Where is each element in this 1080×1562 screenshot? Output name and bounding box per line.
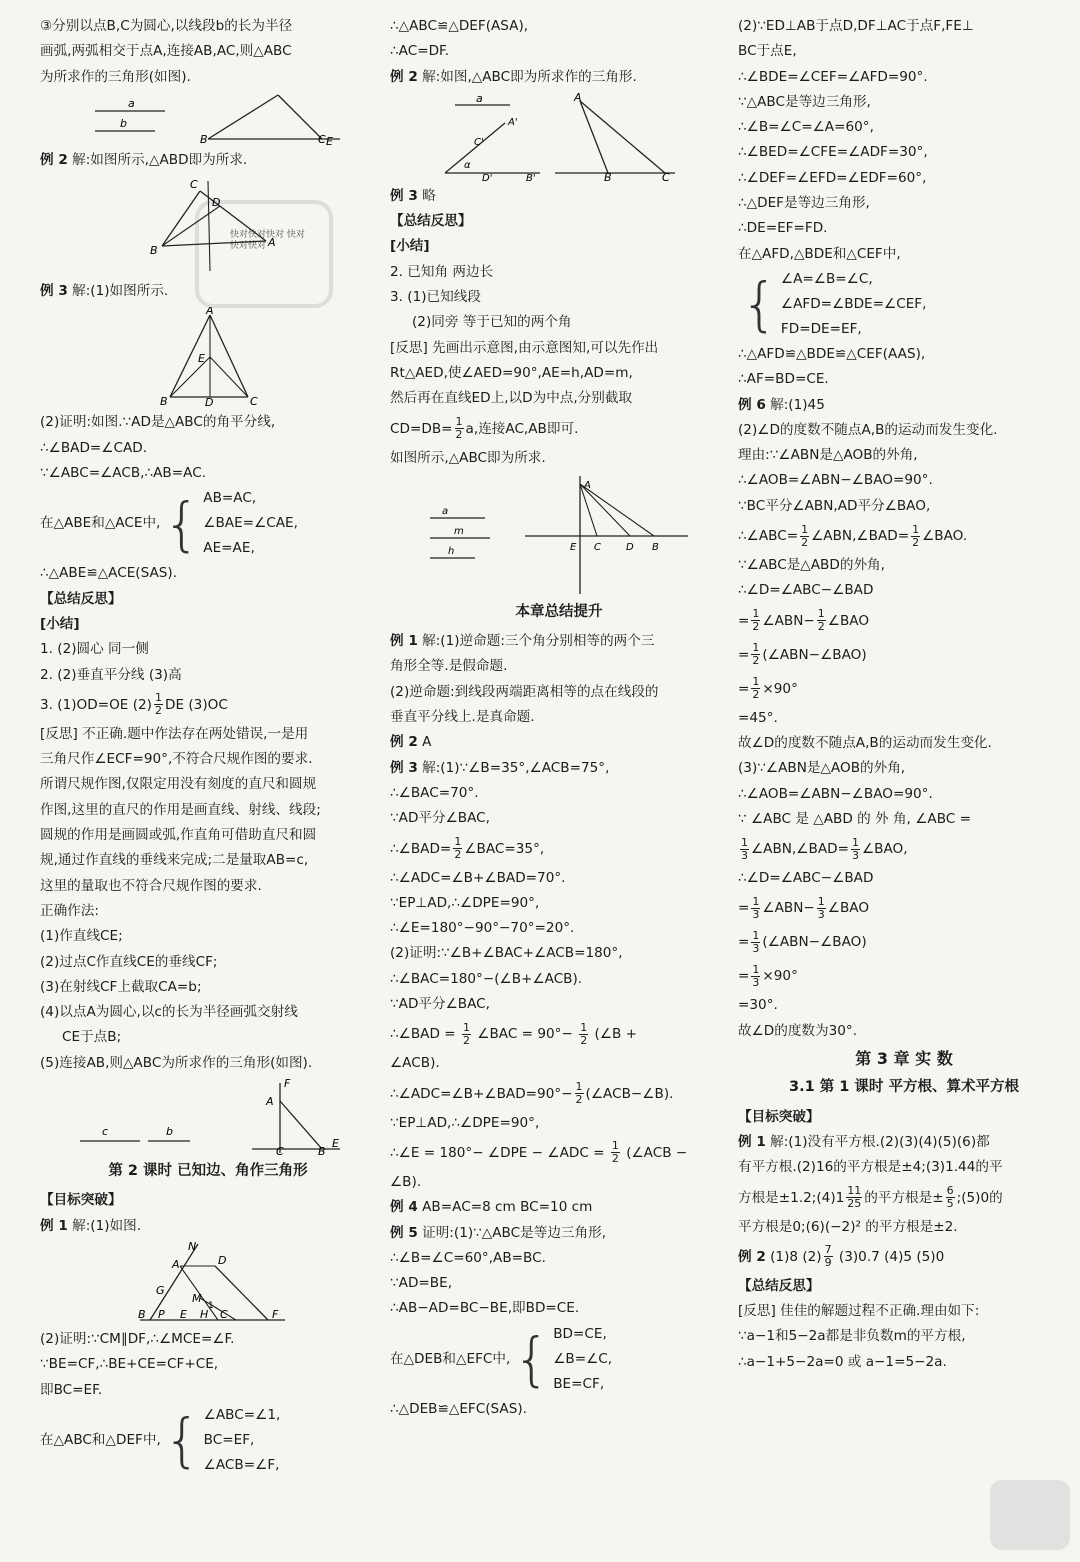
example-label: 例 3	[390, 759, 418, 776]
label-D: D	[218, 1253, 227, 1267]
text-line: (2)过点C作直线CE的垂线CF;	[40, 953, 218, 970]
text-line: 垂直平分线上.是真命题.	[390, 709, 535, 726]
fraction: $\frac{1}{2}$	[801, 522, 809, 549]
section-heading: 【总结反思】	[40, 590, 122, 607]
system-line: BE=CF,	[553, 1375, 605, 1392]
text-line: ∠B).	[390, 1173, 422, 1190]
text-line: 2. (2)垂直平分线 (3)高	[40, 666, 182, 683]
label-D: D	[205, 396, 214, 408]
text-line: ∴∠AOB=∠ABN−∠BAO=90°.	[738, 472, 933, 489]
text-span: DE (3)OC	[164, 696, 228, 713]
label-A: A	[584, 479, 591, 491]
section-heading: 【目标突破】	[738, 1108, 820, 1125]
label-C: C	[662, 170, 670, 181]
text-line: ∵ ∠ABC 是 △ABD 的 外 角, ∠ABC =	[738, 810, 971, 827]
subheading: [小结]	[390, 238, 430, 255]
text-span: ∴∠BAD=	[390, 840, 452, 857]
label-E: E	[570, 541, 577, 553]
text-span: ∠BAC = 90°−	[472, 1026, 578, 1043]
brace: {	[163, 1406, 201, 1475]
label-C: C	[190, 178, 198, 192]
text-span: ∠ABN,∠BAD=	[811, 528, 910, 545]
text-span: ×90°	[762, 968, 798, 985]
text-span: ∴∠E = 180°− ∠DPE − ∠ADC =	[390, 1144, 609, 1161]
fraction: $\frac{1}{3}$	[851, 835, 859, 862]
label-Dprime: D'	[482, 172, 493, 181]
figure-height-construction	[390, 474, 720, 596]
fraction: $\frac{11}{25}$	[847, 1184, 862, 1210]
section-heading: 【总结反思】	[390, 213, 472, 230]
label-C: C	[220, 1307, 228, 1321]
label-E: E	[180, 1307, 187, 1321]
text-line: ∵△ABC是等边三角形,	[738, 93, 871, 110]
text-line: (2)证明:∵CM∥DF,∴∠MCE=∠F.	[40, 1330, 235, 1347]
text-line: 三角尺作∠ECF=90°,不符合尺规作图的要求.	[40, 751, 313, 768]
text-span: (1)8 (2)	[770, 1248, 822, 1265]
system-line: AB=AC,	[203, 490, 257, 507]
equation-system	[738, 267, 1070, 342]
text-line: ∴△ABC≌△DEF(ASA),	[390, 18, 529, 34]
corner-watermark	[990, 1480, 1070, 1550]
equation-system	[40, 1403, 376, 1478]
text-line: BC于点E,	[738, 43, 797, 60]
fraction: $\frac{1}{2}$	[611, 1139, 619, 1166]
text-span: ∠BAO	[827, 900, 870, 917]
example-text: 解:如图所示,△ABD即为所求.	[72, 151, 248, 168]
text-line: ∴∠AOB=∠ABN−∠BAO=90°.	[738, 785, 933, 802]
fraction: $\frac{1}{2}$	[752, 607, 760, 634]
label-A: A	[172, 1257, 180, 1271]
text-span: (∠ABN−∠BAO)	[762, 646, 867, 663]
example-text: 解:(1)∵∠B=35°,∠ACB=75°,	[422, 759, 610, 776]
label-C: C	[276, 1145, 284, 1156]
label-m: m	[454, 525, 464, 537]
text-line: ∴△AFD≌△BDE≌△CEF(AAS),	[738, 345, 926, 362]
label-Cprime: C'	[474, 136, 484, 148]
text-line: (2)证明:∵∠B+∠BAC+∠ACB=180°,	[390, 945, 623, 962]
text-line: ∴∠BAD=∠CAD.	[40, 439, 148, 456]
fraction: $\frac{1}{3}$	[817, 894, 825, 921]
label-A: A	[574, 92, 582, 104]
text-line: ∴AB−AD=BC−BE,即BD=CE.	[390, 1300, 580, 1317]
system-prefix: 在△ABC和△DEF中,	[40, 1431, 161, 1448]
text-line: 故∠D的度数为30°.	[738, 1022, 858, 1039]
fraction: $\frac{6}{5}$	[946, 1184, 954, 1210]
text-line: Rt△AED,使∠AED=90°,AE=h,AD=m,	[390, 364, 633, 381]
column-left	[40, 14, 376, 1478]
fraction: $\frac{1}{2}$	[580, 1020, 588, 1047]
system-line: ∠ACB=∠F,	[203, 1456, 280, 1473]
example-text: 证明:(1)∵△ABC是等边三角形,	[422, 1224, 607, 1241]
subheading: [小结]	[40, 615, 80, 632]
label-B: B	[138, 1307, 146, 1321]
text-line: 理由:∵∠ABN是△AOB的外角,	[738, 447, 918, 464]
fraction: $\frac{1}{2}$	[454, 835, 462, 862]
text-line: ∵EP⊥AD,∴∠DPE=90°,	[390, 1114, 540, 1131]
text-line: ∴∠BAC=180°−(∠B+∠ACB).	[390, 970, 583, 987]
text-line: ∴AC=DF.	[390, 43, 450, 60]
label-B: B	[200, 132, 208, 145]
example-text: 解:(1)逆命题:三个角分别相等的两个三	[422, 633, 655, 650]
system-line: AE=AE,	[203, 540, 255, 557]
text-line: 角形全等.是假命题.	[390, 658, 508, 675]
fraction: $\frac{1}{2}$	[817, 607, 825, 634]
section-heading: 【目标突破】	[40, 1192, 122, 1209]
watermark-text: 快对快对快对 快对快对快对	[230, 230, 305, 251]
text-span: ×90°	[762, 680, 798, 697]
equation-system	[40, 486, 376, 561]
text-line: 故∠D的度数不随点A,B的运动而发生变化.	[738, 734, 992, 751]
label-C: C	[594, 541, 601, 553]
chapter-summary-heading: 本章总结提升	[515, 603, 603, 620]
text-span: =	[738, 934, 750, 951]
example-label: 例 4	[390, 1199, 418, 1216]
text-span: (∠B +	[590, 1026, 638, 1043]
text-span: =	[738, 968, 750, 985]
text-line: ∵∠ABC是△ABD的外角,	[738, 557, 885, 574]
text-line: ∴△ABE≌△ACE(SAS).	[40, 565, 178, 582]
fraction: $\frac{1}{3}$	[752, 928, 760, 955]
fraction: $\frac{1}{2}$	[575, 1080, 583, 1107]
text-line: ∴a−1+5−2a=0 或 a−1=5−2a.	[738, 1353, 947, 1370]
label-alpha: α	[464, 159, 471, 171]
text-span: =	[738, 612, 750, 629]
brace: {	[163, 489, 201, 558]
text-line: (3)∵∠ABN是△AOB的外角,	[738, 760, 906, 777]
text-line: 圆规的作用是画圆或弧,作直角可借助直尺和圆	[40, 827, 317, 844]
text-line: 然后再在直线ED上,以D为中点,分别截取	[390, 390, 633, 407]
fraction: $\frac{1}{2}$	[154, 691, 162, 718]
text-span: =	[738, 900, 750, 917]
label-E: E	[198, 352, 205, 366]
text-line: ∠ACB).	[390, 1055, 440, 1072]
text-line: [反思] 佳佳的解题过程不正确.理由如下:	[738, 1303, 980, 1320]
system-line: FD=DE=EF,	[780, 320, 862, 337]
example-text: 解:(1)如图.	[72, 1217, 142, 1234]
text-span: 3. (1)OD=OE (2)	[40, 696, 152, 713]
label-C: C	[318, 132, 326, 145]
text-line: (3)在射线CF上截取CA=b;	[40, 978, 202, 995]
text-span: ∴∠ABC=	[738, 528, 799, 545]
example-label: 例 1	[390, 633, 418, 650]
text-line: (2)∵ED⊥AB于点D,DF⊥AC于点F,FE⊥	[738, 18, 974, 34]
label-a: a	[128, 96, 135, 110]
text-line: 所谓尺规作图,仅限定用没有刻度的直尺和圆规	[40, 776, 317, 793]
label-A: A	[268, 236, 276, 250]
chapter-heading: 第 3 章 实 数	[855, 1049, 953, 1069]
text-span: =	[738, 680, 750, 697]
fraction: $\frac{1}{3}$	[741, 835, 748, 862]
label-E: E	[326, 134, 333, 145]
label-a: a	[442, 505, 449, 517]
label-N: N	[188, 1241, 197, 1253]
example-label: 例 3	[40, 283, 68, 300]
example-label: 例 6	[738, 396, 766, 413]
text-line: [反思] 不正确.题中作法存在两处错误,一是用	[40, 725, 309, 742]
label-a: a	[476, 92, 483, 105]
fraction: $\frac{1}{2}$	[752, 641, 760, 668]
text-line: ∵a−1和5−2a都是非负数m的平方根,	[738, 1328, 966, 1345]
figure-right-triangle	[40, 1079, 360, 1155]
text-line: ∴∠ADC=∠B+∠BAD=70°.	[390, 869, 566, 886]
text-line: ∵∠ABC=∠ACB,∴AB=AC.	[40, 465, 207, 482]
text-span: ∠BAC=35°,	[464, 840, 545, 857]
text-span: ∠ABN,∠BAD=	[751, 841, 849, 858]
text-span: ∠ABN−	[762, 900, 815, 917]
text-line: 如图所示,△ABC即为所求.	[390, 449, 546, 466]
text-line: ∴∠B=∠C=60°,AB=BC.	[390, 1249, 546, 1266]
text-line: ∵AD平分∠BAC,	[390, 810, 490, 827]
text-span: (∠ABN−∠BAO)	[762, 934, 867, 951]
text-span: (∠ACB −	[621, 1144, 688, 1161]
system-line: ∠B=∠C,	[553, 1350, 613, 1367]
example-text: 解:(1)没有平方根.(2)(3)(4)(5)(6)都	[770, 1133, 990, 1150]
fraction: $\frac{1}{2}$	[455, 415, 463, 442]
text-line: (5)连接AB,则△ABC为所求作的三角形(如图).	[40, 1054, 313, 1071]
system-line: ∠AFD=∠BDE=∠CEF,	[780, 295, 927, 312]
text-span: ∠BAO	[827, 612, 870, 629]
figure-isosceles	[40, 307, 340, 407]
text-line: (4)以点A为圆心,以c的长为半径画弧交射线	[40, 1004, 298, 1021]
label-M: M	[192, 1291, 202, 1305]
system-prefix: 在△DEB和△EFC中,	[390, 1350, 511, 1367]
label-A: A	[266, 1095, 274, 1109]
fraction: $\frac{1}{2}$	[462, 1020, 470, 1047]
text-line: ∴∠DEF=∠EFD=∠EDF=60°,	[738, 169, 927, 186]
text-line: 画弧,两弧相交于点A,连接AB,AC,则△ABC	[40, 43, 292, 60]
example-text: AB=AC=8 cm BC=10 cm	[422, 1199, 593, 1216]
figure-angle-construction	[390, 93, 720, 181]
example-label: 例 2	[40, 151, 68, 168]
label-E: E	[332, 1137, 339, 1151]
text-span: ∴∠BAD =	[390, 1026, 460, 1043]
text-line: (1)作直线CE;	[40, 928, 123, 945]
text-line: ∴AF=BD=CE.	[738, 371, 829, 388]
label-Bprime: B'	[526, 172, 536, 181]
text-span: ∠BAO.	[922, 528, 968, 545]
text-span: ∠BAO,	[861, 841, 908, 858]
system-line: BD=CE,	[553, 1325, 607, 1342]
label-F: F	[284, 1079, 291, 1091]
system-line: BC=EF,	[203, 1431, 255, 1448]
label-P: P	[158, 1307, 165, 1321]
column-middle	[390, 14, 728, 1422]
text-line: ∵BE=CF,∴BE+CE=CF+CE,	[40, 1356, 219, 1373]
text-span: a,连接AC,AB即可.	[465, 420, 579, 437]
text-line: ∵EP⊥AD,∴∠DPE=90°,	[390, 894, 540, 911]
example-label: 例 2	[390, 734, 418, 751]
label-1: 1	[208, 1300, 214, 1311]
text-line: ∴∠E=180°−90°−70°=20°.	[390, 920, 575, 937]
figure-parallel-construction	[40, 1242, 340, 1324]
label-B: B	[160, 395, 168, 408]
text-line: 有平方根.(2)16的平方根是±4;(3)1.44的平	[738, 1159, 1003, 1176]
text-line: ∴∠BAC=70°.	[390, 784, 479, 801]
text-line: ∴∠D=∠ABC−∠BAD	[738, 870, 874, 887]
system-prefix: 在△ABE和△ACE中,	[40, 515, 161, 532]
text-line: ∴△DEF是等边三角形,	[738, 195, 870, 212]
label-Aprime: A'	[508, 116, 518, 128]
text-span: ∴∠ADC=∠B+∠BAD=90°−	[390, 1085, 573, 1102]
text-line: 2. 已知角 两边长	[390, 263, 494, 280]
text-line: 正确作法:	[40, 902, 99, 919]
text-line: ∵AD平分∠BAC,	[390, 996, 490, 1013]
text-line: [反思] 先画出示意图,由示意图知,可以先作出	[390, 339, 659, 356]
text-line: ∴∠D=∠ABC−∠BAD	[738, 582, 874, 599]
label-h: h	[448, 545, 455, 557]
text-line: 作图,这里的直尺的作用是画直线、射线、线段;	[40, 801, 321, 818]
system-line: ∠A=∠B=∠C,	[780, 270, 873, 287]
system-line: ∠BAE=∠CAE,	[203, 515, 298, 532]
example-label: 例 2	[390, 68, 418, 85]
text-line: (2)证明:如图.∵AD是△ABC的角平分线,	[40, 414, 276, 431]
figure-triangle-construction	[40, 93, 340, 145]
label-D: D	[212, 196, 221, 210]
figure-abd	[40, 176, 340, 276]
fraction: $\frac{1}{2}$	[912, 522, 920, 549]
lesson-heading: 第 2 课时 已知边、角作三角形	[108, 1163, 308, 1180]
label-G: G	[156, 1283, 165, 1297]
example-text: 略	[422, 187, 436, 204]
example-text: 解:(1)45	[770, 396, 825, 413]
text-line: ∴△DEB≌△EFC(SAS).	[390, 1400, 527, 1417]
text-span: (∠ACB−∠B).	[585, 1085, 674, 1102]
column-right	[738, 14, 1070, 1375]
text-line: 在△AFD,△BDE和△CEF中,	[738, 245, 901, 262]
text-line: =30°.	[738, 997, 778, 1014]
example-text: 解:(1)如图所示.	[72, 283, 169, 300]
label-C: C	[250, 395, 258, 408]
text-span: =	[738, 646, 750, 663]
text-line: ∴∠B=∠C=∠A=60°,	[738, 119, 874, 136]
text-line: ∴DE=EF=FD.	[738, 220, 828, 237]
text-span: CD=DB=	[390, 420, 453, 437]
text-line: 3. (1)已知线段	[390, 289, 481, 306]
label-B: B	[150, 244, 158, 258]
text-span: 方根是±1.2;(4)1	[738, 1189, 845, 1206]
text-span: ∠ABN−	[762, 612, 815, 629]
equation-system	[390, 1322, 728, 1397]
text-line: CE于点B;	[62, 1029, 122, 1046]
label-c: c	[102, 1125, 109, 1139]
fraction: $\frac{1}{3}$	[752, 894, 760, 921]
system-line: ∠ABC=∠1,	[203, 1406, 281, 1423]
brace: {	[741, 270, 778, 339]
text-line: (2)∠D的度数不随点A,B的运动而发生变化.	[738, 421, 998, 438]
fraction: $\frac{1}{3}$	[752, 962, 760, 989]
text-line: (2)同旁 等于已知的两个角	[412, 314, 572, 331]
label-b: b	[166, 1125, 173, 1139]
label-B: B	[604, 170, 612, 181]
example-label: 例 1	[40, 1217, 68, 1234]
example-label: 例 2	[738, 1248, 766, 1265]
label-F: F	[272, 1307, 279, 1321]
example-text: A	[422, 734, 432, 751]
text-line: 规,通过作直线的垂线来完成;二是量取AB=c,	[40, 852, 309, 869]
brace: {	[513, 1325, 551, 1394]
text-line: =45°.	[738, 709, 778, 726]
lesson-heading: 3.1 第 1 课时 平方根、算术平方根	[789, 1079, 1019, 1096]
label-b: b	[120, 116, 127, 130]
fraction: $\frac{7}{9}$	[824, 1243, 832, 1270]
example-text: 解:如图,△ABC即为所求作的三角形.	[422, 68, 637, 85]
text-span: (3)0.7 (4)5 (5)0	[834, 1248, 945, 1265]
label-A: A	[206, 307, 214, 318]
text-line: ∵AD=BE,	[390, 1275, 453, 1292]
text-line: 平方根是0;(6)(−2)² 的平方根是±2.	[738, 1218, 958, 1235]
label-D: D	[626, 541, 634, 553]
label-B: B	[652, 541, 659, 553]
example-label: 例 5	[390, 1224, 418, 1241]
text-span: 的平方根是±	[864, 1189, 944, 1206]
section-heading: 【总结反思】	[738, 1277, 820, 1294]
text-line: ③分别以点B,C为圆心,以线段b的长为半径	[40, 18, 293, 34]
fraction: $\frac{1}{2}$	[752, 675, 760, 702]
text-line: ∴∠BED=∠CFE=∠ADF=30°,	[738, 144, 928, 161]
text-line: 这里的量取也不符合尺规作图的要求.	[40, 877, 262, 894]
text-line: 1. (2)圆心 同一侧	[40, 641, 149, 658]
text-line: (2)逆命题:到线段两端距离相等的点在线段的	[390, 683, 659, 700]
text-line: ∴∠BDE=∠CEF=∠AFD=90°.	[738, 68, 928, 85]
text-line: ∵BC平分∠ABN,AD平分∠BAO,	[738, 497, 931, 514]
label-H: H	[200, 1307, 209, 1321]
text-line: 即BC=EF.	[40, 1381, 103, 1398]
example-label: 例 1	[738, 1133, 766, 1150]
example-label: 例 3	[390, 187, 418, 204]
text-line: 为所求作的三角形(如图).	[40, 68, 191, 85]
label-B: B	[318, 1145, 326, 1156]
text-span: ;(5)0的	[956, 1189, 1003, 1206]
